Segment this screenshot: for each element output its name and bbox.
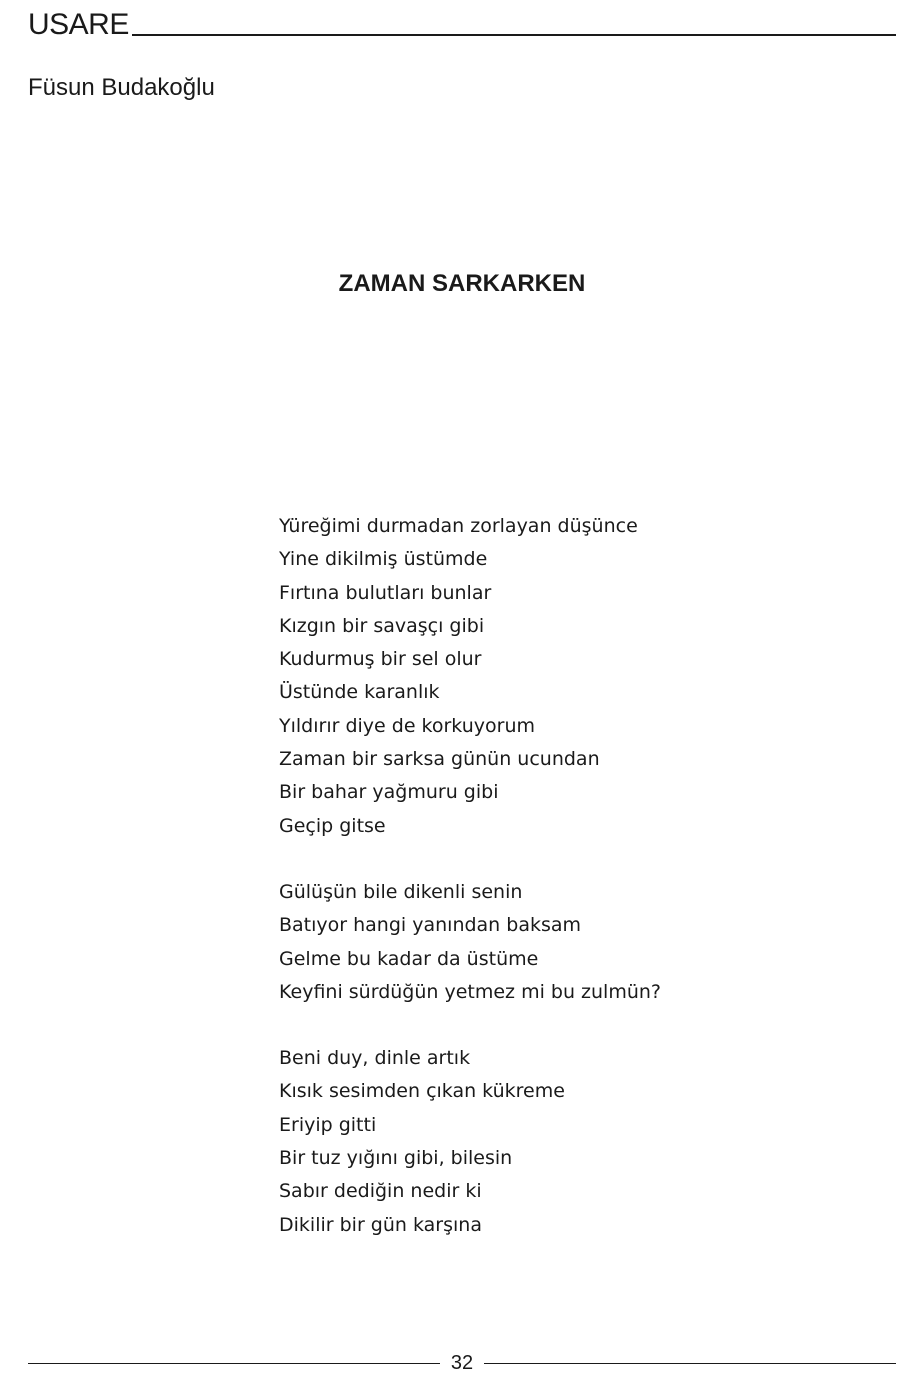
poem-line: Zaman bir sarksa günün ucundan bbox=[279, 748, 600, 771]
journal-title: USARE bbox=[28, 8, 129, 41]
poem-line: Batıyor hangi yanından baksam bbox=[279, 914, 582, 937]
poem-line: Geçip gitse bbox=[279, 814, 386, 837]
poem-line: Yıldırır diye de korkuyorum bbox=[279, 714, 535, 737]
running-header bbox=[28, 8, 896, 42]
footer-rule-left bbox=[28, 1363, 440, 1364]
page-number: 32 bbox=[450, 1352, 474, 1374]
poem-line: Gelme bu kadar da üstüme bbox=[279, 947, 539, 970]
header-rule bbox=[132, 34, 896, 36]
stanza-2 bbox=[279, 876, 879, 1009]
poem-line: Gülüşün bile dikenli senin bbox=[279, 880, 523, 903]
poem-line: Keyfini sürdüğün yetmez mi bu zulmün? bbox=[279, 980, 662, 1003]
footer-rule-right bbox=[484, 1363, 896, 1364]
poem-body bbox=[279, 510, 879, 1242]
poem-line: Bir tuz yığını gibi, bilesin bbox=[279, 1147, 513, 1170]
poem-line: Bir bahar yağmuru gibi bbox=[279, 781, 499, 804]
poem-line: Dikilir bir gün karşına bbox=[279, 1213, 482, 1236]
stanza-3 bbox=[279, 1042, 879, 1242]
poem-line: Yüreğimi durmadan zorlayan düşünce bbox=[279, 515, 638, 537]
stanza-1 bbox=[279, 510, 879, 843]
poem-line: Sabır dediğin nedir ki bbox=[279, 1180, 482, 1203]
poem-line: Kızgın bir savaşçı gibi bbox=[279, 614, 485, 637]
poem-line: Kısık sesimden çıkan kükreme bbox=[279, 1080, 565, 1103]
poem-line: Yine dikilmiş üstümde bbox=[279, 548, 488, 571]
poem-title: ZAMAN SARKARKEN bbox=[338, 270, 586, 297]
author-name: Füsun Budakoğlu bbox=[28, 74, 215, 101]
poem-line: Eriyip gitti bbox=[279, 1113, 377, 1136]
poem-line: Beni duy, dinle artık bbox=[279, 1047, 471, 1070]
page-footer bbox=[28, 1348, 896, 1378]
poem-line: Fırtına bulutları bunlar bbox=[279, 581, 492, 604]
poem-line: Üstünde karanlık bbox=[279, 681, 440, 704]
poem-line: Kudurmuş bir sel olur bbox=[279, 648, 482, 671]
